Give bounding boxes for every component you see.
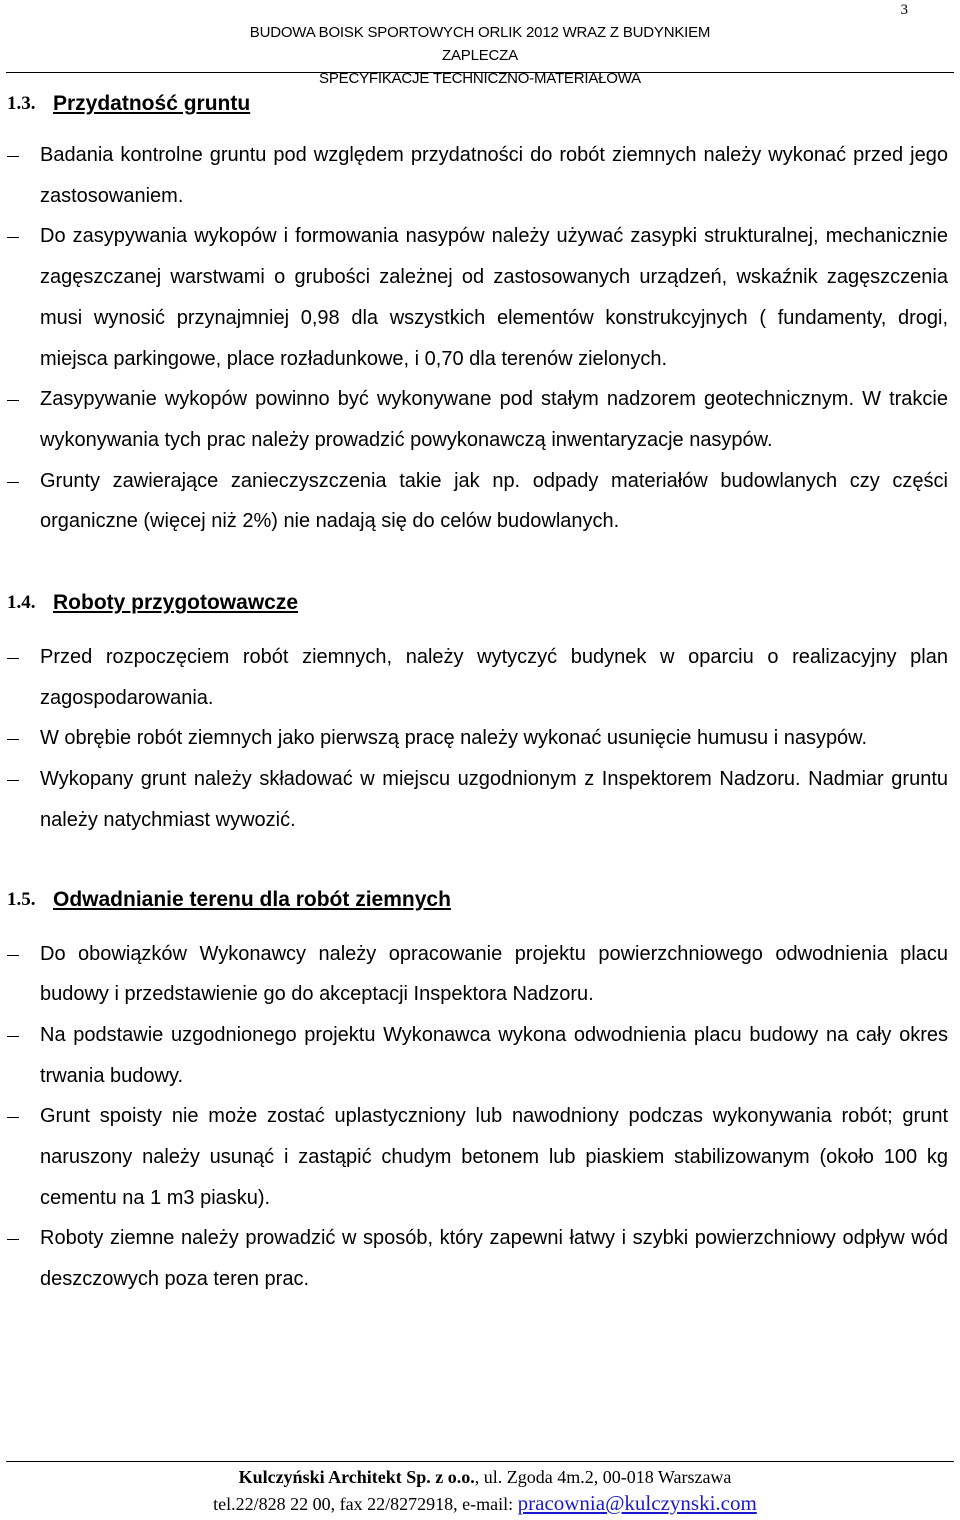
document-body	[0, 84, 960, 1300]
footer-firm-name: Kulczyński Architekt Sp. z o.o.	[238, 1467, 475, 1487]
dash-bullet-icon	[7, 1239, 19, 1240]
list-item-text: Do obowiązków Wykonawcy należy opracowanie projektu powierzchniowego odwodnienia placu budowy i przedstawienie go do akceptacji Inspektora Nadzoru.	[40, 942, 948, 1006]
section-title: Odwadnianie terenu dla robót ziemnych	[53, 887, 451, 911]
dash-bullet-icon	[7, 237, 19, 238]
dash-bullet-icon	[7, 400, 19, 401]
list-item	[0, 135, 948, 216]
section-przydatnosc-gruntu	[0, 84, 960, 542]
list-item-text: Na podstawie uzgodnionego projektu Wykonawca wykona odwodnienia placu budowy na cały okres trwania budowy.	[40, 1023, 948, 1087]
footer-address: , ul. Zgoda 4m.2, 00-018 Warszawa	[474, 1467, 732, 1487]
header-divider	[6, 72, 954, 73]
document-header	[210, 21, 750, 90]
page-number: 3	[900, 2, 908, 18]
dash-bullet-icon	[7, 955, 19, 956]
section-number: 1.3.	[7, 93, 36, 114]
list-item-text: W obrębie robót ziemnych jako pierwszą pracę należy wykonać usunięcie humusu i nasypów.	[40, 727, 868, 750]
dash-bullet-icon	[7, 658, 19, 659]
section-heading	[7, 880, 960, 920]
list-item	[0, 379, 948, 460]
dash-bullet-icon	[7, 1036, 19, 1037]
header-subtitle: SPECYFIKACJE TECHNICZNO-MATERIAŁOWA	[319, 70, 641, 87]
section-heading	[7, 84, 960, 124]
section-number: 1.5.	[7, 888, 36, 910]
section-title: Przydatność gruntu	[53, 92, 251, 115]
list-item-text: Grunt spoisty nie może zostać uplastyczniony lub nawodniony podczas wykonywania robót; grunt naruszony należy usunąć i zastąpić chudym betonem lub piaskiem stabilizowanym (około 100 kg cementu na 1 m3 piasku).	[40, 1105, 948, 1209]
section-title: Roboty przygotowawcze	[53, 591, 299, 615]
dash-bullet-icon	[7, 482, 19, 483]
list-item	[0, 759, 948, 840]
dash-bullet-icon	[7, 780, 19, 781]
footer-phones: tel.22/828 22 00, fax 22/8272918, e-mail:	[213, 1494, 518, 1514]
list-item	[0, 461, 948, 542]
list-item	[0, 1096, 948, 1218]
list-item	[0, 1015, 948, 1096]
list-item	[0, 718, 948, 759]
footer-divider	[6, 1461, 954, 1462]
footer-address-line	[100, 1464, 870, 1490]
list-item	[0, 934, 948, 1015]
dash-bullet-icon	[7, 156, 19, 157]
list-item-text: Badania kontrolne gruntu pod względem przydatności do robót ziemnych należy wykonać przed jego zastosowaniem.	[40, 144, 948, 207]
section-number: 1.4.	[7, 592, 36, 614]
list-item-text: Grunty zawierające zanieczyszczenia takie jak np. odpady materiałów budowlanych czy części organiczne (więcej niż 2%) nie nadają się do celów budowlanych.	[40, 469, 948, 533]
list-item-text: Roboty ziemne należy prowadzić w sposób, który zapewni łatwy i szybki powierzchniowy odpływ wód deszczowych poza teren prac.	[40, 1227, 948, 1291]
dash-bullet-icon	[7, 1117, 19, 1118]
list-item-text: Wykopany grunt należy składować w miejscu uzgodnionym z Inspektorem Nadzoru. Nadmiar gruntu należy natychmiast wywozić.	[40, 768, 948, 831]
list-item-text: Zasypywanie wykopów powinno być wykonywane pod stałym nadzorem geotechnicznym. W trakcie wykonywania tych prac należy prowadzić powykonawczą inwentaryzacje nasypów.	[40, 388, 948, 451]
list-item-text: Przed rozpoczęciem robót ziemnych, należy wytyczyć budynek w oparciu o realizacyjny plan zagospodarowania.	[40, 646, 948, 709]
document-footer	[100, 1464, 870, 1517]
section-heading	[7, 583, 960, 623]
list-item-text: Do zasypywania wykopów i formowania nasypów należy używać zasypki strukturalnej, mechanicznie zagęszczanej warstwami o grubości zależnej od zastosowanych urządzeń, wskaźnik zagęszczenia musi wynosić przynajmniej 0,98 dla wszystkich elementów konstrukcyjnych ( fundamenty, drogi, miejsca parkingowe, place rozładunkowe, i 0,70 dla terenów zielonych.	[40, 225, 948, 370]
footer-contact-line	[100, 1490, 870, 1517]
header-title: BUDOWA BOISK SPORTOWYCH ORLIK 2012 WRAZ Z BUDYNKIEM ZAPLECZA	[249, 24, 711, 64]
dash-bullet-icon	[7, 739, 19, 740]
section-roboty-przygotowawcze	[0, 583, 960, 841]
bullet-list	[0, 934, 960, 1300]
section-odwadnianie-terenu	[0, 880, 960, 1300]
bullet-list	[0, 135, 960, 542]
bullet-list	[0, 637, 960, 841]
list-item	[0, 216, 948, 379]
list-item	[0, 1218, 948, 1299]
list-item	[0, 637, 948, 718]
footer-email-link[interactable]: pracownia@kulczynski.com	[517, 1491, 757, 1515]
